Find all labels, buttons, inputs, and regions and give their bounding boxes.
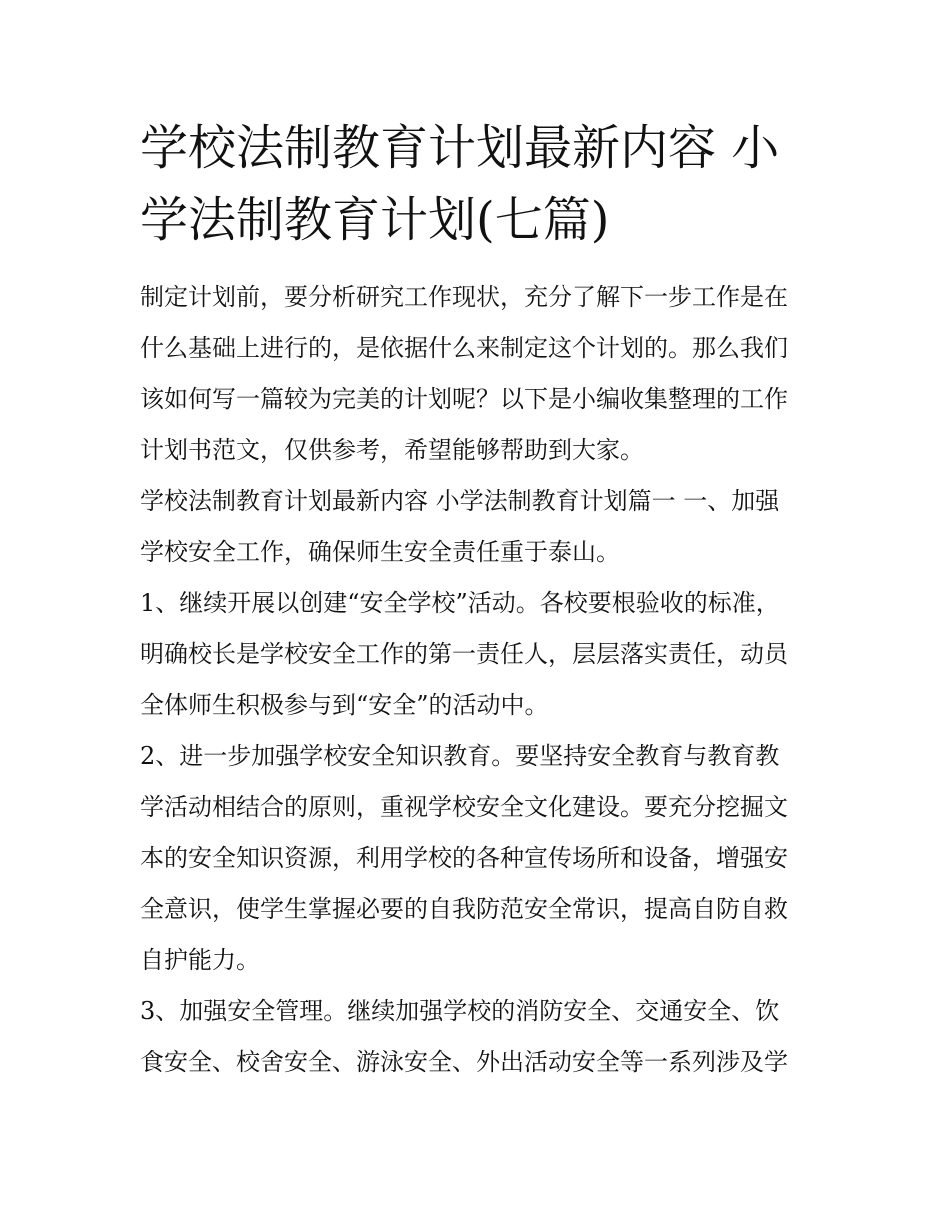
body-line: 该如何写一篇较为完美的计划呢？以下是小编收集整理的工作 [140, 385, 788, 413]
body-line: 学校法制教育计划最新内容 小学法制教育计划篇一 一、加强 [140, 487, 780, 515]
body-line: 全意识，使学生掌握必要的自我防范安全常识，提高自防自救 [140, 895, 788, 923]
body-line: 明确校长是学校安全工作的第一责任人，层层落实责任，动员 [140, 640, 788, 668]
body-line: 2、进一步加强学校安全知识教育。要坚持安全教育与教育教 [140, 742, 780, 770]
body-line: 什么基础上进行的，是依据什么来制定这个计划的。那么我们 [140, 334, 788, 362]
body-line: 计划书范文，仅供参考，希望能够帮助到大家。 [140, 436, 644, 464]
body-line: 3、加强安全管理。继续加强学校的消防安全、交通安全、饮 [140, 997, 780, 1025]
body-line: 学校安全工作，确保师生安全责任重于泰山。 [140, 538, 620, 566]
document-title: 学校法制教育计划最新内容 小学法制教育计划(七篇) [140, 120, 780, 248]
body-line: 自护能力。 [140, 946, 260, 974]
body-line: 本的安全知识资源，利用学校的各种宣传场所和设备，增强安 [140, 844, 788, 872]
body-line: 全体师生积极参与到“安全”的活动中。 [140, 691, 549, 719]
body-line: 学活动相结合的原则，重视学校安全文化建设。要充分挖掘文 [140, 793, 788, 821]
body-line: 制定计划前，要分析研究工作现状，充分了解下一步工作是在 [140, 283, 788, 311]
body-line: 1、继续开展以创建“安全学校”活动。各校要根验收的标准， [140, 589, 780, 617]
body-line: 食安全、校舍安全、游泳安全、外出活动安全等一系列涉及学 [140, 1048, 788, 1076]
